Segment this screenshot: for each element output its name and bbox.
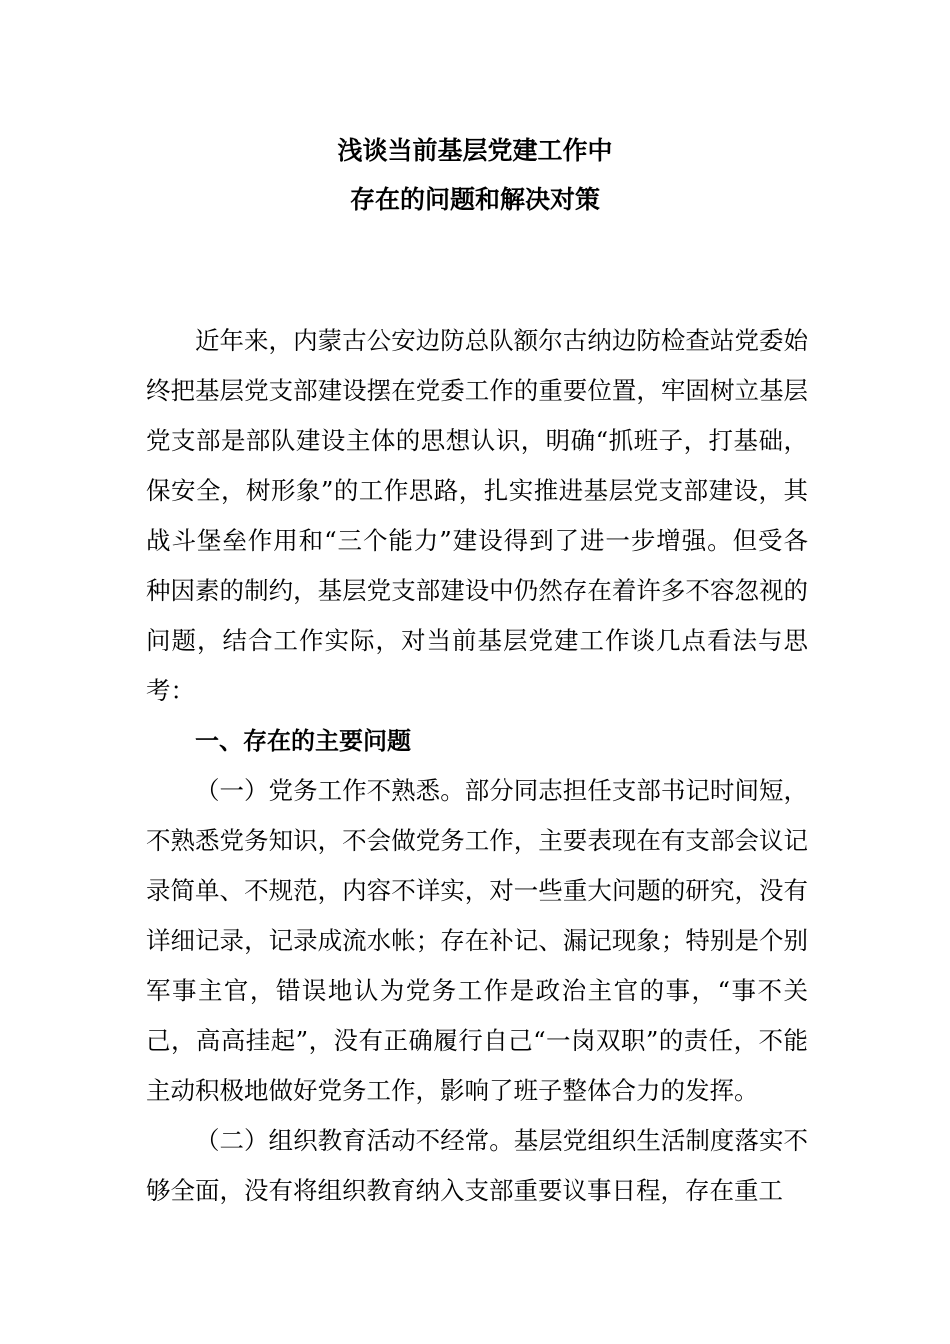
document-title-line-2: 存在的问题和解决对策: [349, 185, 600, 214]
section-heading-1: 一、存在的主要问题: [195, 727, 411, 755]
section-1-paragraph-2: （二）组织教育活动不经常。基层党组织生活制度落实不够全面，没有将组织教育纳入支部重要议事日程，存在重工: [146, 1126, 808, 1205]
section-1-paragraph-1: （一）党务工作不熟悉。部分同志担任支部书记时间短，不熟悉党务知识，不会做党务工作，主要表现在有支部会议记录简单、不规范，内容不详实，对一些重大问题的研究，没有详细记录，记录成流水帐；存在补记、漏记现象；特别是个别军事主官，错误地认为党务工作是政治主官的事，“事不关己，高高挂起”，没有正确履行自己“一岗双职”的责任，不能主动积极地做好党务工作，影响了班子整体合力的发挥。: [146, 776, 808, 1105]
document-title-line-1: 浅谈当前基层党建工作中: [337, 136, 613, 165]
intro-paragraph: 近年来，内蒙古公安边防总队额尔古纳边防检查站党委始终把基层党支部建设摆在党委工作的重要位置，牢固树立基层党支部是部队建设主体的思想认识，明确“抓班子，打基础，保安全，树形象”的工作思路，扎实推进基层党支部建设，其战斗堡垒作用和“三个能力”建设得到了进一步增强。但受各种因素的制约，基层党支部建设中仍然存在着许多不容忽视的问题，结合工作实际，对当前基层党建工作谈几点看法与思考：: [146, 326, 808, 705]
document-body: [146, 316, 808, 1216]
